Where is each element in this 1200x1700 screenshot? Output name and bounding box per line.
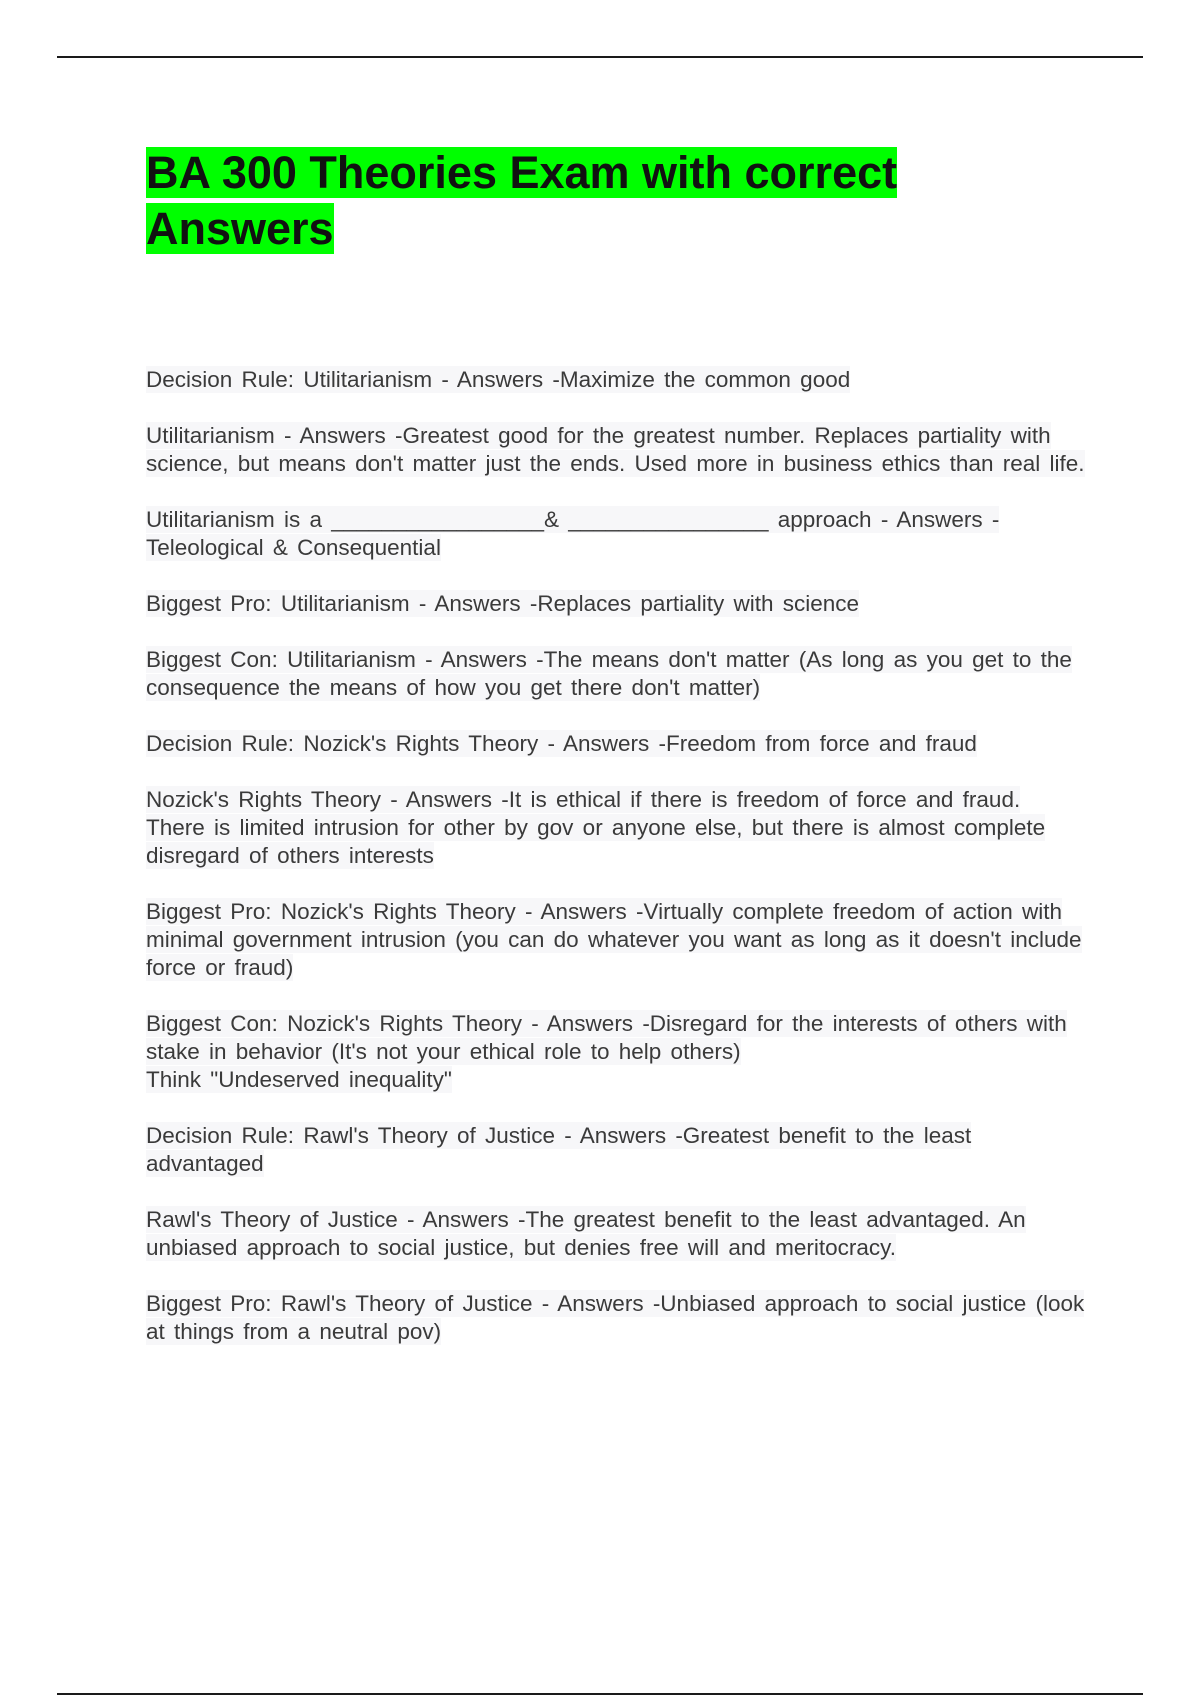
qa-item bbox=[146, 1290, 1086, 1346]
qa-list bbox=[146, 366, 1086, 1374]
qa-item bbox=[146, 786, 1086, 870]
qa-text: Biggest Pro: Nozick's Rights Theory - Answers -Virtually complete freedom of action with minimal government intrusion (you can do whatever you want as long as it doesn't include force or fraud) bbox=[146, 899, 1082, 980]
qa-item bbox=[146, 898, 1086, 982]
bottom-rule bbox=[57, 1693, 1143, 1695]
qa-text: Biggest Con: Nozick's Rights Theory - Answers -Disregard for the interests of others with stake in behavior (It's not your ethical role to help others) bbox=[146, 1011, 1067, 1064]
qa-item bbox=[146, 1122, 1086, 1178]
qa-text: Decision Rule: Utilitarianism - Answers -Maximize the common good bbox=[146, 367, 851, 392]
qa-item bbox=[146, 590, 1086, 618]
qa-text-continued: Think "Undeserved inequality" bbox=[146, 1067, 452, 1092]
qa-text: Biggest Con: Utilitarianism - Answers -The means don't matter (As long as you get to the consequence the means of how you get there don't matter) bbox=[146, 647, 1072, 700]
top-rule bbox=[57, 56, 1143, 58]
title-block bbox=[146, 145, 966, 257]
qa-text: Utilitarianism - Answers -Greatest good for the greatest number. Replaces partiality with science, but means don't matter just the ends. Used more in business ethics than real life. bbox=[146, 423, 1085, 476]
qa-text: Nozick's Rights Theory - Answers -It is ethical if there is freedom of force and fraud. There is limited intrusion for other by gov or anyone else, but there is almost complete disregard of others interests bbox=[146, 787, 1046, 868]
qa-item bbox=[146, 366, 1086, 394]
qa-text: Biggest Pro: Rawl's Theory of Justice - Answers -Unbiased approach to social justice (look at things from a neutral pov) bbox=[146, 1291, 1085, 1344]
document-title: BA 300 Theories Exam with correct Answers bbox=[146, 147, 898, 254]
qa-item bbox=[146, 1010, 1086, 1094]
qa-item bbox=[146, 730, 1086, 758]
qa-text: Decision Rule: Nozick's Rights Theory - Answers -Freedom from force and fraud bbox=[146, 731, 977, 756]
qa-item bbox=[146, 1206, 1086, 1262]
qa-text: Biggest Pro: Utilitarianism - Answers -Replaces partiality with science bbox=[146, 591, 859, 616]
qa-item bbox=[146, 422, 1086, 478]
qa-text: Utilitarianism is a _________________& ________________ approach - Answers - Teleological & Consequential bbox=[146, 507, 1000, 560]
qa-text: Decision Rule: Rawl's Theory of Justice - Answers -Greatest benefit to the least advantaged bbox=[146, 1123, 972, 1176]
qa-text: Rawl's Theory of Justice - Answers -The greatest benefit to the least advantaged. An unbiased approach to social justice, but denies free will and meritocracy. bbox=[146, 1207, 1026, 1260]
qa-item bbox=[146, 506, 1086, 562]
qa-item bbox=[146, 646, 1086, 702]
